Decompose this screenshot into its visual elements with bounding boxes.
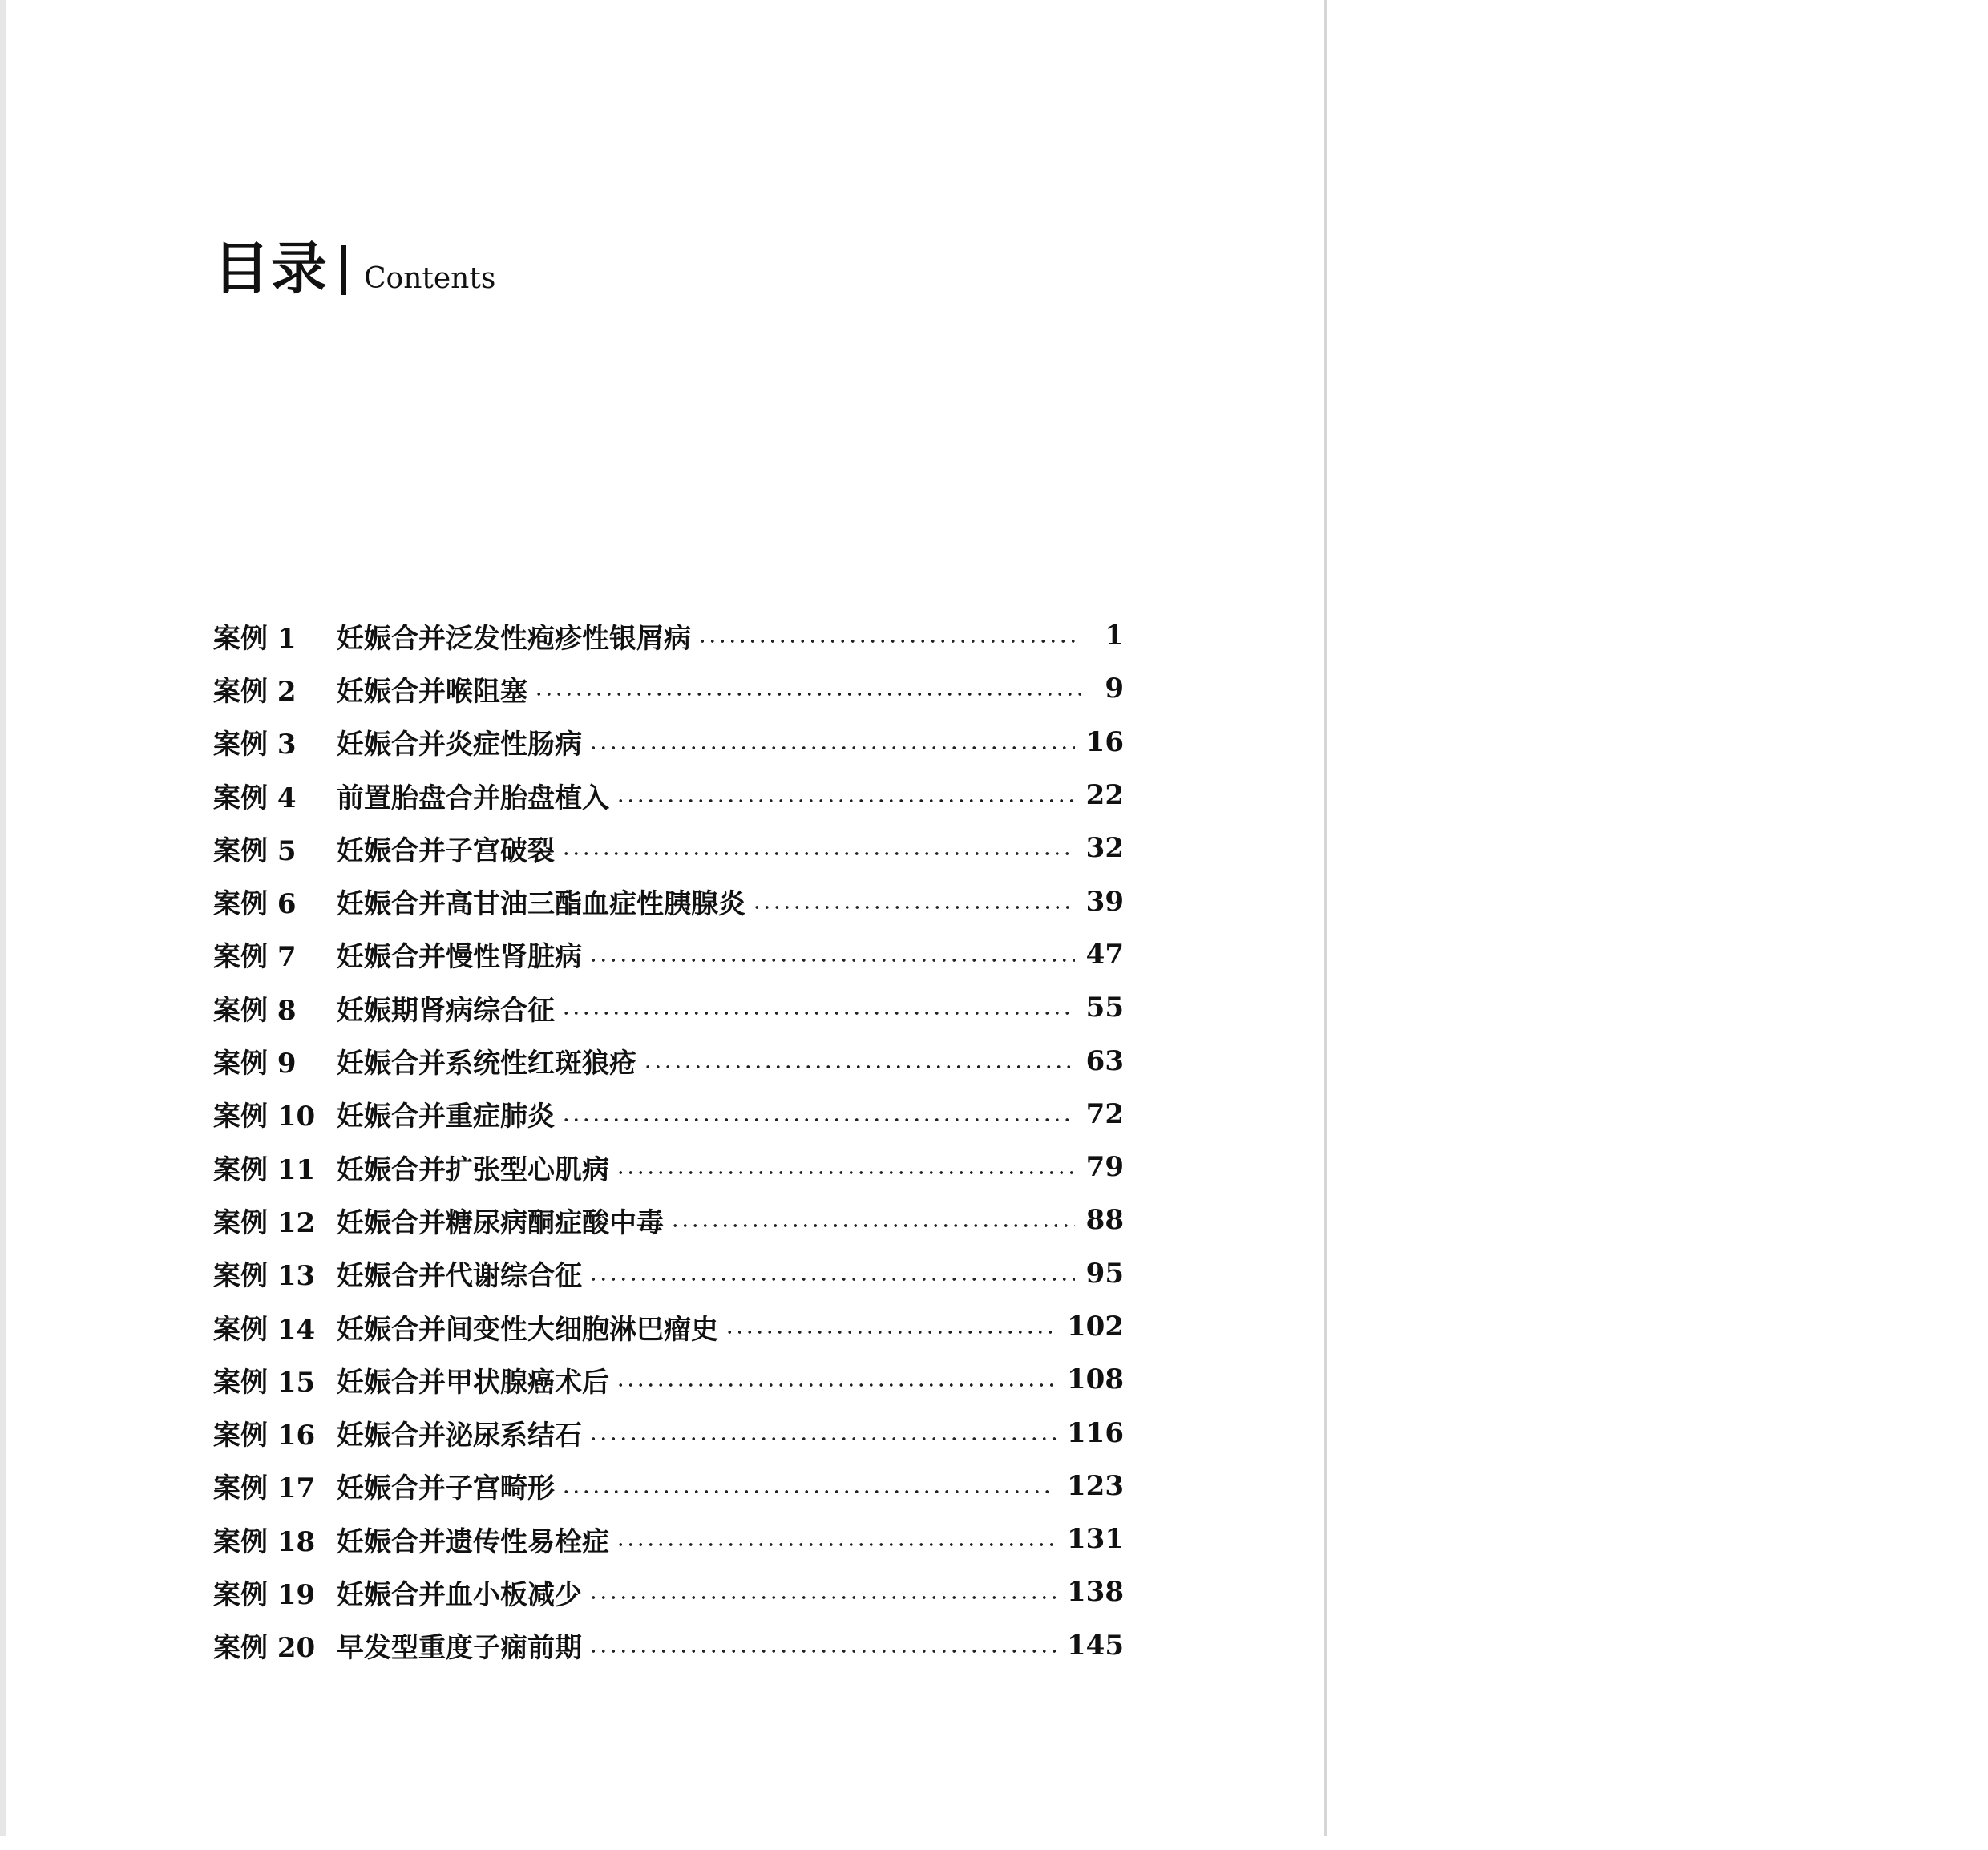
toc-entry[interactable] (213, 769, 1124, 822)
toc-page-number: 102 (1067, 1311, 1124, 1343)
toc-page-number: 1 (1105, 620, 1124, 652)
toc-case-number: 案例 1 (213, 622, 297, 655)
title-divider-bar (341, 245, 346, 295)
toc-case-number: 案例 11 (213, 1153, 316, 1186)
toc-dot-leader (643, 1065, 1075, 1068)
toc-entry[interactable] (213, 1353, 1124, 1406)
toc-page-number: 88 (1085, 1204, 1124, 1237)
toc-chapter-title: 妊娠合并慢性肾脏病 (337, 941, 582, 974)
toc-page-number: 72 (1085, 1097, 1124, 1130)
toc-case-number: 案例 14 (213, 1313, 316, 1346)
toc-entry[interactable] (213, 1406, 1124, 1459)
toc-list (213, 609, 1124, 1672)
document-page (6, 0, 1324, 1836)
toc-chapter-title: 妊娠合并糖尿病酮症酸中毒 (337, 1206, 664, 1239)
toc-page-number: 16 (1085, 725, 1124, 758)
toc-case-number: 案例 20 (213, 1632, 316, 1665)
toc-subtitle: Contents (364, 262, 496, 295)
toc-chapter-title: 妊娠合并代谢综合征 (337, 1260, 582, 1293)
toc-chapter-title: 妊娠合并扩张型心肌病 (337, 1153, 609, 1186)
toc-entry[interactable] (213, 609, 1124, 662)
toc-dot-leader (588, 1437, 1056, 1440)
toc-dot-leader (561, 852, 1075, 855)
toc-chapter-title: 妊娠合并遗传性易栓症 (337, 1525, 609, 1558)
toc-page-number: 79 (1085, 1151, 1124, 1184)
toc-entry[interactable] (213, 662, 1124, 715)
toc-dot-leader (616, 1543, 1056, 1546)
toc-page-number: 95 (1085, 1257, 1124, 1290)
toc-page-number: 108 (1067, 1363, 1124, 1396)
toc-case-number: 案例 4 (213, 782, 297, 814)
toc-case-number: 案例 16 (213, 1420, 316, 1452)
toc-entry[interactable] (213, 1247, 1124, 1300)
toc-page-number: 145 (1067, 1629, 1124, 1662)
toc-page-number: 138 (1067, 1576, 1124, 1609)
toc-page-number: 47 (1085, 938, 1124, 971)
toc-entry[interactable] (213, 1088, 1124, 1141)
toc-dot-leader (697, 640, 1081, 643)
toc-dot-leader (588, 746, 1075, 749)
toc-chapter-title: 妊娠合并高甘油三酯血症性胰腺炎 (337, 888, 746, 921)
toc-page-number: 55 (1085, 992, 1124, 1024)
toc-page-number: 131 (1067, 1523, 1124, 1556)
toc-header (213, 232, 496, 301)
toc-dot-leader (616, 1383, 1056, 1387)
toc-chapter-title: 妊娠合并子宫破裂 (337, 834, 555, 867)
toc-dot-leader (534, 693, 1081, 696)
toc-entry[interactable] (213, 875, 1124, 927)
toc-page-number: 39 (1085, 885, 1124, 918)
toc-case-number: 案例 3 (213, 729, 297, 761)
toc-dot-leader (616, 1171, 1075, 1174)
toc-chapter-title: 妊娠合并炎症性肠病 (337, 729, 582, 761)
toc-page-number: 63 (1085, 1044, 1124, 1077)
toc-entry[interactable] (213, 1034, 1124, 1087)
toc-chapter-title: 妊娠合并甲状腺癌术后 (337, 1366, 609, 1399)
toc-dot-leader (588, 1596, 1056, 1599)
toc-entry[interactable] (213, 1141, 1124, 1194)
toc-case-number: 案例 9 (213, 1048, 297, 1081)
toc-entry[interactable] (213, 1565, 1124, 1618)
toc-chapter-title: 妊娠合并泌尿系结石 (337, 1420, 582, 1452)
toc-case-number: 案例 2 (213, 675, 297, 708)
toc-dot-leader (588, 1278, 1075, 1281)
toc-entry[interactable] (213, 1619, 1124, 1672)
toc-chapter-title: 早发型重度子痫前期 (337, 1632, 582, 1665)
toc-case-number: 案例 13 (213, 1260, 316, 1293)
toc-case-number: 案例 12 (213, 1206, 316, 1239)
toc-page-number: 116 (1067, 1416, 1124, 1449)
toc-entry[interactable] (213, 1513, 1124, 1565)
toc-dot-leader (588, 959, 1075, 962)
toc-chapter-title: 妊娠合并泛发性疱疹性银屑病 (337, 622, 691, 655)
toc-entry[interactable] (213, 928, 1124, 981)
toc-page-number: 9 (1105, 673, 1124, 705)
toc-chapter-title: 妊娠合并重症肺炎 (337, 1101, 555, 1133)
toc-case-number: 案例 19 (213, 1578, 316, 1611)
toc-chapter-title: 妊娠合并子宫畸形 (337, 1472, 555, 1505)
viewer-left-edge (0, 0, 6, 1836)
toc-dot-leader (752, 906, 1075, 909)
toc-case-number: 案例 5 (213, 834, 297, 867)
toc-dot-leader (616, 799, 1075, 802)
toc-title: 目录 (213, 235, 329, 301)
toc-case-number: 案例 6 (213, 888, 297, 921)
toc-chapter-title: 妊娠合并血小板减少 (337, 1578, 582, 1611)
toc-entry[interactable] (213, 1460, 1124, 1513)
toc-chapter-title: 妊娠期肾病综合征 (337, 994, 555, 1027)
toc-dot-leader (561, 1490, 1056, 1493)
toc-dot-leader (561, 1118, 1075, 1121)
toc-case-number: 案例 17 (213, 1472, 316, 1505)
toc-chapter-title: 妊娠合并喉阻塞 (337, 675, 527, 708)
blank-page-area (1327, 0, 1988, 1836)
toc-dot-leader (561, 1012, 1075, 1015)
toc-dot-leader (670, 1224, 1075, 1227)
toc-dot-leader (588, 1650, 1056, 1653)
toc-entry[interactable] (213, 981, 1124, 1034)
toc-case-number: 案例 7 (213, 941, 297, 974)
toc-chapter-title: 妊娠合并间变性大细胞淋巴瘤史 (337, 1313, 718, 1346)
toc-case-number: 案例 10 (213, 1101, 316, 1133)
toc-entry[interactable] (213, 1194, 1124, 1246)
toc-entry[interactable] (213, 716, 1124, 769)
toc-chapter-title: 妊娠合并系统性红斑狼疮 (337, 1048, 636, 1081)
toc-page-number: 22 (1085, 779, 1124, 812)
toc-entry[interactable] (213, 822, 1124, 875)
toc-case-number: 案例 15 (213, 1366, 316, 1399)
toc-page-number: 32 (1085, 832, 1124, 865)
toc-page-number: 123 (1067, 1469, 1124, 1502)
toc-case-number: 案例 18 (213, 1525, 316, 1558)
toc-case-number: 案例 8 (213, 994, 297, 1027)
toc-entry[interactable] (213, 1300, 1124, 1353)
toc-chapter-title: 前置胎盘合并胎盘植入 (337, 782, 609, 814)
toc-dot-leader (725, 1331, 1056, 1334)
